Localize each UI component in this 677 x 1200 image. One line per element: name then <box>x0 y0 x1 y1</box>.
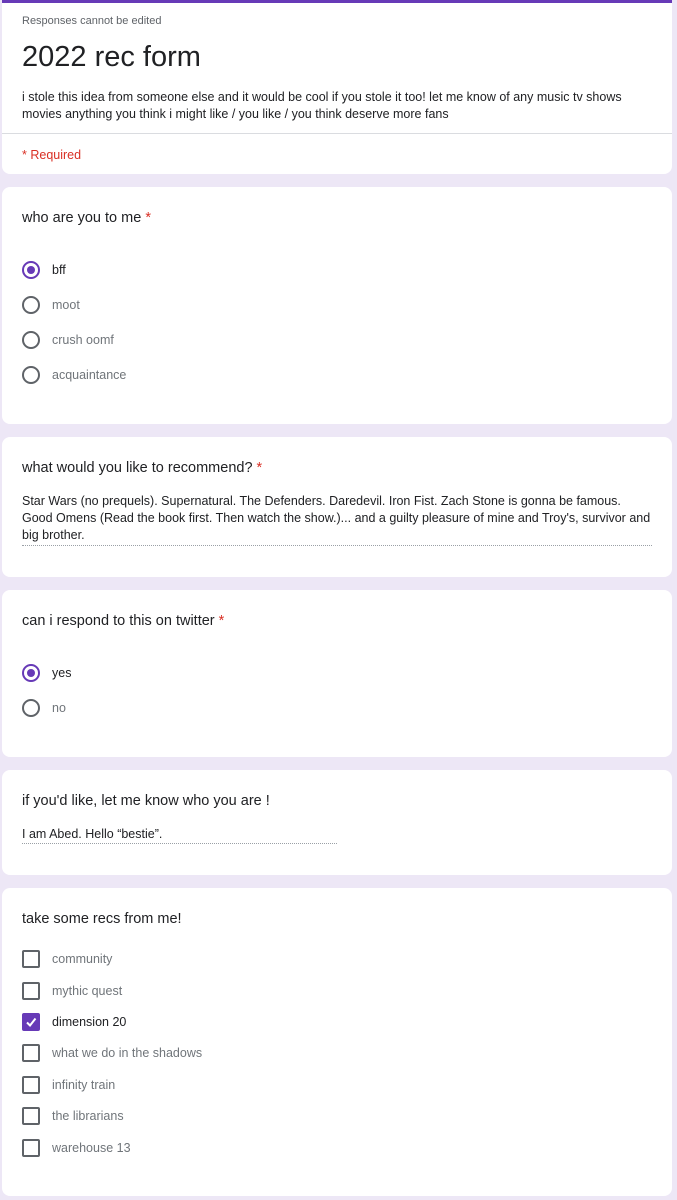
form-description: i stole this idea from someone else and it would be cool if you stole it too! let me know of any music tv shows movies anything you think i might like / you like / you think deserve more fans <box>22 90 622 121</box>
checkbox-option-the-librarians[interactable] <box>22 1105 124 1127</box>
checkbox-option-dimension-20[interactable] <box>22 1011 126 1033</box>
question-title-text: can i respond to this on twitter <box>22 613 215 629</box>
recommend-answer-text[interactable]: Star Wars (no prequels). Supernatural. The Defenders. Daredevil. Iron Fist. Zach Stone is gonna be famous. Good Omens (Read the book first. Then watch the show.)... and a guilty pleasure of mine and Troy's, survivor and big brother. <box>22 494 651 542</box>
radio-unchecked-icon[interactable] <box>22 296 40 314</box>
radio-option-acquaintance[interactable] <box>22 364 126 386</box>
option-label: dimension 20 <box>52 1015 127 1029</box>
header-divider <box>2 133 672 134</box>
form-title: 2022 rec form <box>22 41 201 73</box>
required-note: * Required <box>22 148 82 162</box>
question-card-who-you-are <box>2 770 672 875</box>
answer-underline <box>22 545 652 546</box>
question-title-text: what would you like to recommend? <box>22 460 253 476</box>
radio-option-bff[interactable] <box>22 259 66 281</box>
radio-option-crush-oomf[interactable] <box>22 329 114 351</box>
option-label: acquaintance <box>52 368 127 382</box>
option-label: warehouse 13 <box>52 1141 131 1155</box>
option-label: crush oomf <box>52 333 114 347</box>
checkbox-option-infinity-train[interactable] <box>22 1074 115 1096</box>
question-card-take-recs <box>2 888 672 1196</box>
option-label: mythic quest <box>52 984 123 998</box>
identity-answer-text[interactable]: I am Abed. Hello “bestie”. <box>22 827 163 841</box>
checkbox-option-mythic-quest[interactable] <box>22 980 122 1002</box>
question-card-recommend <box>2 437 672 577</box>
question-card-twitter <box>2 590 672 757</box>
radio-option-yes[interactable] <box>22 662 71 684</box>
checkmark-icon <box>25 1016 37 1028</box>
option-label: infinity train <box>52 1078 116 1092</box>
option-label: moot <box>52 298 80 312</box>
checkbox-unchecked-icon[interactable] <box>22 1044 40 1062</box>
checkbox-unchecked-icon[interactable] <box>22 950 40 968</box>
checkbox-unchecked-icon[interactable] <box>22 1139 40 1157</box>
question-title-text: who are you to me <box>22 210 142 226</box>
radio-unchecked-icon[interactable] <box>22 699 40 717</box>
checkbox-unchecked-icon[interactable] <box>22 1107 40 1125</box>
required-asterisk: * <box>145 210 151 226</box>
question-card-who-are-you <box>2 187 672 424</box>
option-label: the librarians <box>52 1109 124 1123</box>
required-asterisk: * <box>218 613 225 629</box>
checkbox-unchecked-icon[interactable] <box>22 1076 40 1094</box>
question-title: if you'd like, let me know who you are ! <box>22 793 270 809</box>
question-title: take some recs from me! <box>22 911 182 927</box>
checkbox-option-community[interactable] <box>22 948 112 970</box>
option-label: no <box>52 701 66 715</box>
radio-option-moot[interactable] <box>22 294 80 316</box>
checkbox-checked-icon[interactable] <box>22 1013 40 1031</box>
responses-note: Responses cannot be edited <box>22 15 162 27</box>
radio-unchecked-icon[interactable] <box>22 331 40 349</box>
question-title <box>22 460 262 476</box>
radio-unchecked-icon[interactable] <box>22 366 40 384</box>
form-header-card <box>2 0 672 174</box>
checkbox-unchecked-icon[interactable] <box>22 982 40 1000</box>
option-label: what we do in the shadows <box>52 1046 203 1060</box>
option-label: community <box>52 952 113 966</box>
checkbox-option-what-we-do-in-the-shadows[interactable] <box>22 1042 202 1064</box>
checkbox-option-warehouse-13[interactable] <box>22 1137 131 1159</box>
option-label: bff <box>52 263 66 277</box>
question-title <box>22 613 224 629</box>
radio-option-no[interactable] <box>22 697 66 719</box>
required-asterisk: * <box>256 460 263 476</box>
question-title <box>22 210 151 226</box>
radio-checked-icon[interactable] <box>22 261 40 279</box>
radio-checked-icon[interactable] <box>22 664 40 682</box>
answer-underline <box>22 843 337 844</box>
option-label: yes <box>52 666 72 680</box>
